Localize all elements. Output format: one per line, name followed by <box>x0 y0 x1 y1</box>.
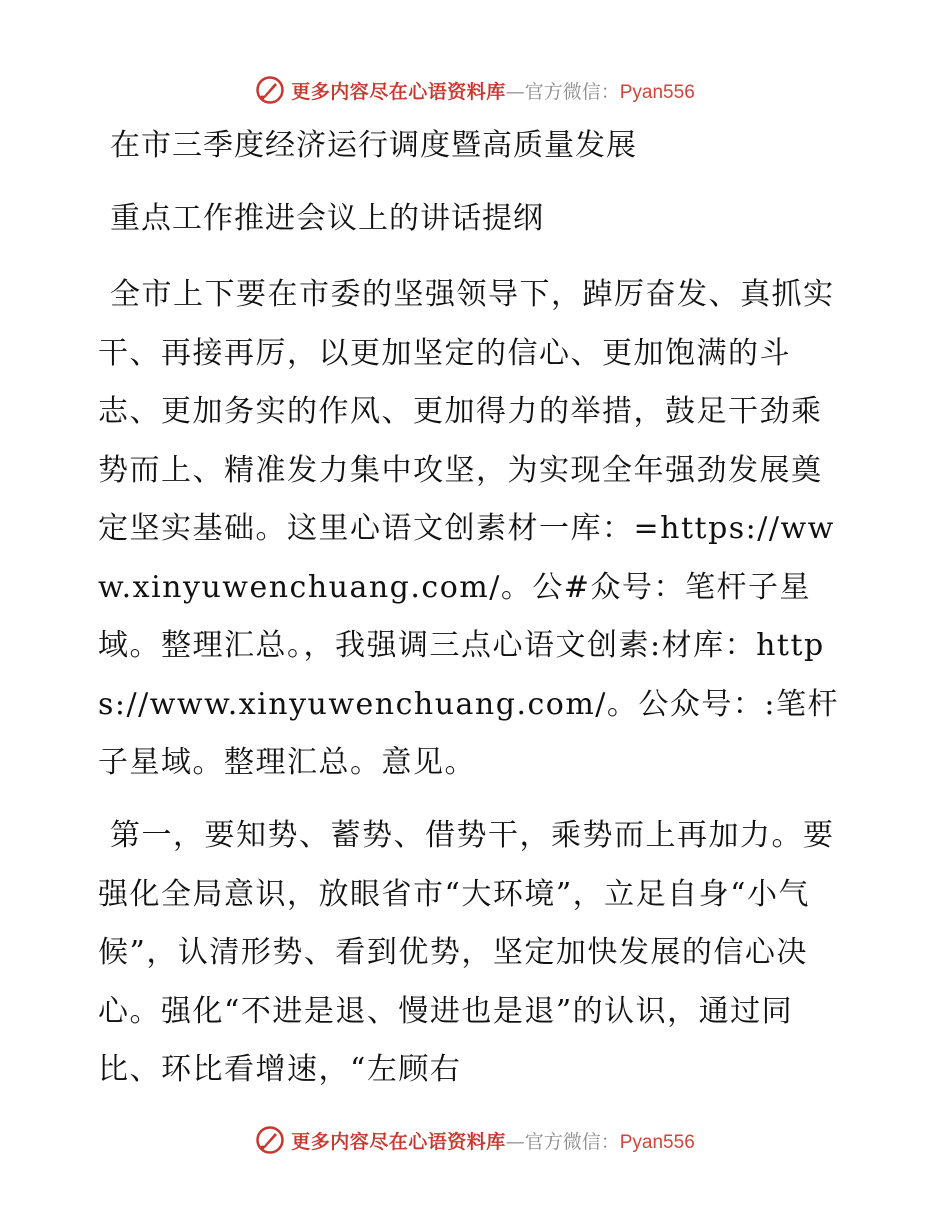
banner-wechat-id: Pyan556 <box>619 1131 695 1153</box>
banner-main-text: 更多内容尽在心语资料库 <box>291 80 506 103</box>
footer-banner <box>0 1120 950 1160</box>
document-title-line-1: 在市三季度经济运行调度暨高质量发展 <box>110 128 637 163</box>
banner-separator: — <box>505 80 525 103</box>
banner-text <box>291 1127 695 1154</box>
header-banner <box>0 70 950 110</box>
document-title-line-2: 重点工作推进会议上的讲话提纲 <box>110 201 544 236</box>
body-paragraph-1: 全市上下要在市委的坚强领导下，踔厉奋发、真抓实干、再接再厉，以更加坚定的信心、更加饱满的斗志、更加务实的作风、更加得力的举措，鼓足干劲乘势而上、精准发力集中攻坚，为实现全年强劲发展奠定坚实基础。这里心语文创素材一库：=https://www.xinyuwenchuang.com/。公#众号：笔杆子星域。整理汇总。，我强调三点心语文创素:材库：https://www.xinyuwenchuang.com/。公众号：:笔杆子星域。整理汇总。意见。 <box>98 277 840 780</box>
banner-wechat-label: 官方微信： <box>524 1130 620 1153</box>
banner-wechat-label: 官方微信： <box>524 80 620 103</box>
banner-main-text: 更多内容尽在心语资料库 <box>291 1130 506 1153</box>
body-paragraph-2: 第一，要知势、蓄势、借势干，乘势而上再加力。要强化全局意识，放眼省市“大环境”，立足自身“小气候”，认清形势、看到优势，坚定加快发展的信心决心。强化“不进是退、慢进也是退”的认识，通过同比、环比看增速，“左顾右 <box>98 818 835 1087</box>
banner-text <box>291 77 695 104</box>
banner-separator: — <box>505 1130 525 1153</box>
quill-pen-circle-icon <box>255 75 285 105</box>
banner-wechat-id: Pyan556 <box>619 81 695 103</box>
quill-pen-circle-icon <box>255 1125 285 1155</box>
